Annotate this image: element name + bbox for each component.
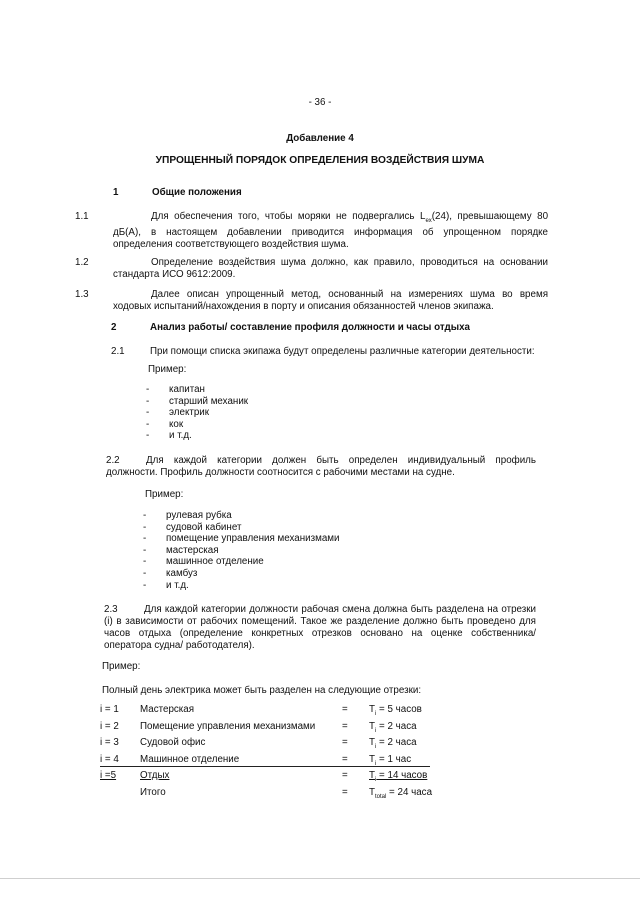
list-item: - и т.д.	[146, 430, 248, 442]
electrician-intro: Полный день электрика может быть разделен на следующие отрезки:	[102, 685, 422, 696]
segment-index: i = 2	[100, 720, 119, 732]
table-row	[100, 770, 432, 787]
segment-index: i =5	[100, 770, 117, 782]
example-label: Пример:	[102, 661, 141, 672]
paragraph-1-3-text: Далее описан упрощенный метод, основанный на измерениях шума во время ходовых испытаний/нахождения в порту и описания обязанностей членов экипажа.	[113, 289, 548, 312]
paragraph-1-1-sub: ex	[425, 217, 432, 224]
paragraph-2-3-number: 2.3	[104, 604, 118, 615]
time-value: = 2 часа	[376, 720, 417, 732]
time-symbol: T	[369, 786, 375, 798]
segment-time	[369, 721, 432, 738]
time-subscript: i	[374, 744, 377, 751]
list-item: - старший механик	[146, 396, 248, 408]
scan-edge-line	[0, 878, 640, 879]
paragraph-1-2	[75, 257, 548, 281]
segment-index: i = 4	[100, 753, 119, 765]
list-item: - судовой кабинет	[143, 522, 340, 534]
paragraph-1-2-number: 1.2	[75, 257, 89, 268]
segment-place: Мастерская	[140, 704, 195, 715]
page-number: - 36 -	[308, 97, 332, 108]
section-2-title: Анализ работы/ составление профиля должности и часы отдыха	[150, 322, 471, 333]
list-item: - рулевая рубка	[143, 510, 340, 522]
paragraph-2-3	[104, 604, 536, 652]
time-subscript: total	[374, 793, 387, 800]
time-value: = 14 часов	[376, 770, 428, 782]
example-label-2-2: Пример:	[145, 489, 184, 500]
time-subscript: i	[374, 760, 377, 767]
segment-time	[369, 704, 432, 721]
segment-equals: =	[342, 737, 348, 749]
list-item: - электрик	[146, 407, 248, 419]
list-item: - машинное отделение	[143, 556, 340, 568]
segment-equals: =	[342, 753, 348, 765]
table-row	[100, 754, 432, 771]
total-label: Итого	[140, 786, 166, 798]
segments-table	[100, 704, 432, 803]
paragraph-1-1-number: 1.1	[75, 211, 89, 222]
time-value: = 24 часа	[386, 786, 433, 798]
example-label-2-1: Пример:	[148, 364, 187, 375]
segment-place: Отдых	[140, 770, 170, 782]
total-time	[369, 787, 432, 804]
paragraph-1-1	[75, 211, 549, 251]
section-1-title: Общие положения	[152, 187, 242, 198]
time-subscript: i	[374, 727, 377, 734]
table-row	[100, 737, 432, 754]
paragraph-2-1-number: 2.1	[111, 346, 125, 357]
segment-equals: =	[342, 720, 348, 732]
list-item: - помещение управления механизмами	[143, 533, 340, 545]
segment-time	[369, 737, 432, 754]
paragraph-2-2-text: Для каждой категории должен быть определен индивидуальный профиль должности. Профиль должности соотносится с рабочими местами на судне.	[106, 455, 536, 478]
table-row-total	[100, 787, 432, 804]
section-2-number: 2	[111, 322, 117, 333]
time-symbol: T	[369, 770, 375, 782]
segment-time	[369, 754, 432, 771]
segment-place: Помещение управления механизмами	[140, 720, 316, 732]
list-item: - и т.д.	[143, 580, 340, 592]
table-row	[100, 704, 432, 721]
main-title: УПРОЩЕННЫЙ ПОРЯДОК ОПРЕДЕЛЕНИЯ ВОЗДЕЙСТВИЯ ШУМА	[155, 155, 485, 166]
time-symbol: T	[369, 720, 375, 732]
time-symbol: T	[369, 704, 375, 715]
paragraph-1-1-text-b: (24), превышающему 80 дБ(A), в настоящем добавлении приводится информация об упрощенном порядке определения соответствующего воздействия шума.	[113, 211, 549, 250]
segment-place: Судовой офис	[140, 737, 206, 749]
time-subscript: i	[374, 710, 377, 717]
time-symbol: T	[369, 753, 375, 765]
section-1-number: 1	[113, 187, 119, 198]
list-item: - кок	[146, 419, 248, 431]
paragraph-2-1-text: При помощи списка экипажа будут определены различные категории деятельности:	[150, 346, 535, 357]
paragraph-2-2-number: 2.2	[106, 455, 120, 466]
paragraph-1-3	[75, 289, 548, 313]
segment-index: i = 3	[100, 737, 119, 749]
table-row	[100, 721, 432, 738]
time-value: = 2 часа	[376, 737, 417, 749]
crew-categories-list	[146, 384, 248, 442]
segment-index: i = 1	[100, 704, 119, 715]
list-item: - мастерская	[143, 545, 340, 557]
paragraph-1-2-text: Определение воздействия шума должно, как правило, проводиться на основании стандарта ИСО 9612:2009.	[113, 257, 548, 280]
list-item: - капитан	[146, 384, 248, 396]
segment-time	[369, 770, 432, 787]
workplaces-list	[143, 510, 340, 591]
total-equals: =	[342, 786, 348, 798]
segment-place: Машинное отделение	[140, 753, 240, 765]
appendix-title: Добавление 4	[286, 133, 354, 144]
paragraph-2-3-text: Для каждой категории должности рабочая смена должна быть разделена на отрезки (i) в зависимости от рабочих помещений. Такое же разделение должно быть проведено для часов отдыха (определение конкретных отрезков основано на оценке собственника/оператора судна/ работодателя).	[104, 604, 536, 651]
time-value: = 5 часов	[376, 704, 422, 715]
segment-equals: =	[342, 770, 348, 782]
time-value: = 1 час	[376, 753, 412, 765]
paragraph-1-3-number: 1.3	[75, 289, 89, 300]
time-symbol: T	[369, 737, 375, 749]
list-item: - камбуз	[143, 568, 340, 580]
paragraph-2-2	[106, 455, 536, 479]
segment-equals: =	[342, 704, 348, 715]
paragraph-1-1-text-a: Для обеспечения того, чтобы моряки не подвергались L	[151, 211, 426, 222]
time-subscript: i	[374, 777, 377, 784]
total-rule	[100, 766, 430, 767]
